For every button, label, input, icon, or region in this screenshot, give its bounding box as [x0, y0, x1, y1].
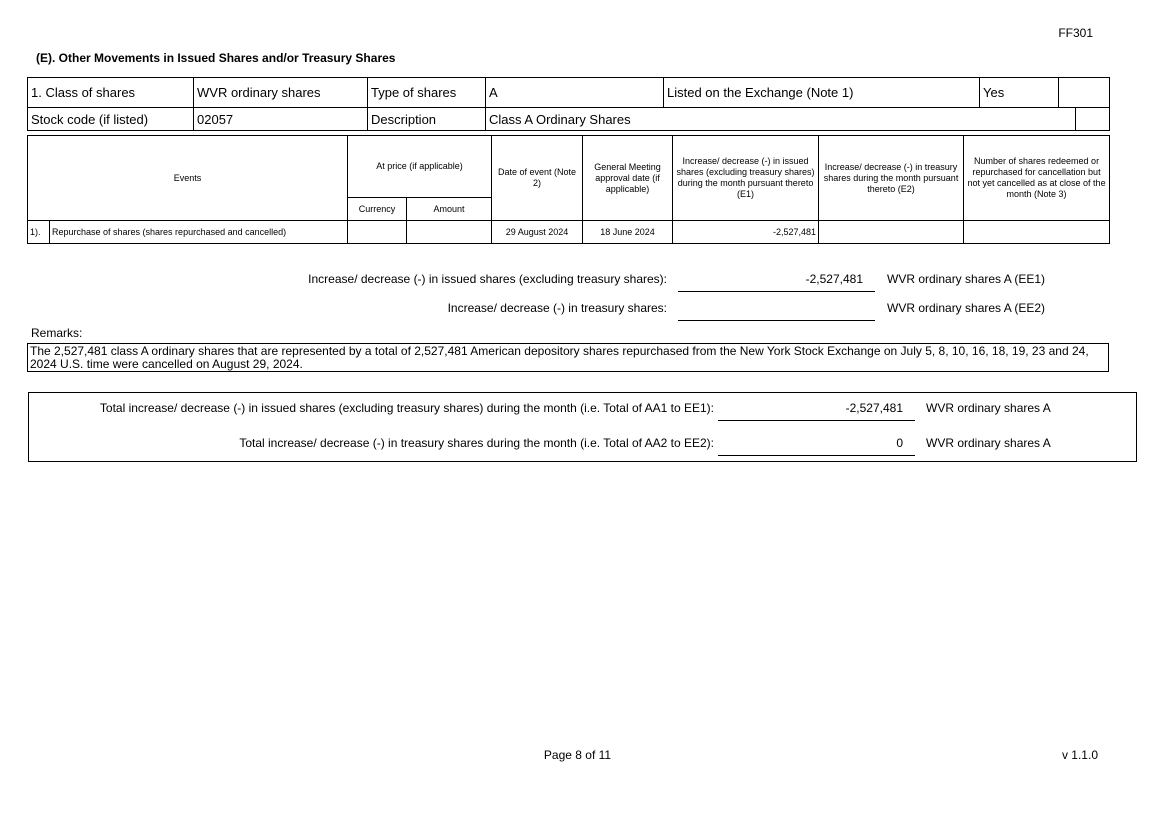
type-label: Type of shares	[368, 78, 486, 108]
stock-code-value: 02057	[194, 108, 368, 131]
listed-extra-cell	[1059, 78, 1110, 108]
date-of-event-header: Date of event (Note 2)	[492, 136, 583, 221]
total-issued-value: -2,527,481	[718, 401, 915, 421]
events-table	[27, 135, 1110, 244]
row-gm-approval: 18 June 2024	[583, 221, 673, 244]
gm-approval-header: General Meeting approval date (if applicable)	[583, 136, 673, 221]
description-value: Class A Ordinary Shares	[486, 108, 1076, 131]
row-currency	[348, 221, 407, 244]
increase-treasury-header: Increase/ decrease (-) in treasury shares during the month pursuant thereto (E2)	[819, 136, 964, 221]
redeemed-header: Number of shares redeemed or repurchased for cancellation but not yet cancelled as at close of the month (Note 3)	[964, 136, 1110, 221]
form-code: FF301	[1058, 26, 1093, 40]
type-value: A	[486, 78, 664, 108]
remarks-text: The 2,527,481 class A ordinary shares that are represented by a total of 2,527,481 American depository shares repurchased from the New York Stock Exchange on July 5, 8, 10, 16, 18, 19, 23 and 24, 2024 U.S. time were cancelled on August 29, 2024.	[27, 343, 1109, 372]
summary-issued-value: -2,527,481	[678, 272, 875, 292]
summary-issued-unit: WVR ordinary shares A (EE1)	[887, 272, 1046, 286]
row-date-of-event: 29 August 2024	[492, 221, 583, 244]
description-label: Description	[368, 108, 486, 131]
total-treasury-value: 0	[718, 436, 915, 456]
totals-box	[28, 392, 1137, 462]
share-class-table	[27, 77, 1110, 131]
stock-code-label: Stock code (if listed)	[28, 108, 194, 131]
stock-code-row	[28, 108, 1110, 131]
remarks-label: Remarks:	[31, 326, 83, 340]
row-increase-issued: -2,527,481	[673, 221, 819, 244]
summary-treasury-value	[678, 301, 875, 321]
total-treasury-unit: WVR ordinary shares A	[926, 436, 1051, 450]
summary-issued-label: Increase/ decrease (-) in issued shares (excluding treasury shares):	[308, 272, 667, 286]
table-row	[28, 221, 1110, 244]
events-header-row	[28, 136, 1110, 198]
page-number: Page 8 of 11	[543, 748, 612, 762]
currency-header: Currency	[348, 198, 407, 221]
row-redeemed	[964, 221, 1110, 244]
increase-issued-header: Increase/ decrease (-) in issued shares (excluding treasury shares) during the month pursuant thereto (E1)	[673, 136, 819, 221]
section-title: (E). Other Movements in Issued Shares and/or Treasury Shares	[36, 51, 396, 65]
row-event: Repurchase of shares (shares repurchased and cancelled)	[50, 221, 348, 244]
amount-header: Amount	[407, 198, 492, 221]
total-issued-label: Total increase/ decrease (-) in issued shares (excluding treasury shares) during the month (i.e. Total of AA1 to EE1):	[99, 401, 714, 415]
summary-treasury-label: Increase/ decrease (-) in treasury shares:	[447, 301, 667, 315]
description-extra-cell	[1076, 108, 1110, 131]
listed-value: Yes	[980, 78, 1059, 108]
row-amount	[407, 221, 492, 244]
events-header: Events	[28, 136, 348, 221]
share-class-row	[28, 78, 1110, 108]
total-issued-unit: WVR ordinary shares A	[926, 401, 1051, 415]
row-index: 1).	[28, 221, 50, 244]
row-increase-treasury	[819, 221, 964, 244]
summary-treasury-unit: WVR ordinary shares A (EE2)	[887, 301, 1046, 315]
at-price-header: At price (if applicable)	[348, 136, 492, 198]
class-label: 1. Class of shares	[28, 78, 194, 108]
listed-label: Listed on the Exchange (Note 1)	[664, 78, 980, 108]
total-treasury-label: Total increase/ decrease (-) in treasury shares during the month (i.e. Total of AA2 to EE2):	[239, 436, 714, 450]
class-value: WVR ordinary shares	[194, 78, 368, 108]
version-label: v 1.1.0	[1061, 748, 1098, 762]
